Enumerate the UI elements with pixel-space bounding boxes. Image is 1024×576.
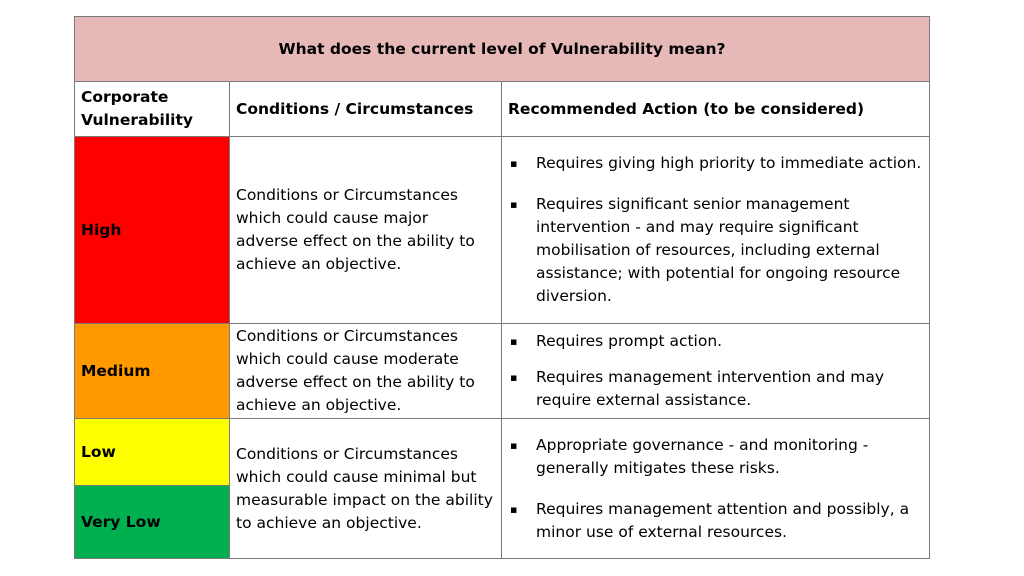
vulnerability-table	[74, 16, 930, 559]
header-corporate-vulnerability: Corporate Vulnerability	[75, 82, 230, 137]
title-row	[75, 17, 930, 82]
list-item	[508, 193, 923, 308]
bullet-icon: ▪	[510, 198, 518, 211]
list-item	[508, 330, 923, 353]
header-conditions: Conditions / Circumstances	[230, 82, 502, 137]
level-very-low-cell: Very Low	[75, 486, 230, 559]
list-item	[508, 152, 923, 175]
action-text: Requires prompt action.	[536, 332, 723, 350]
action-list	[508, 152, 923, 308]
actions-medium	[502, 324, 930, 419]
bullet-icon: ▪	[510, 157, 518, 170]
level-low-cell: Low	[75, 419, 230, 486]
action-list	[508, 434, 923, 544]
table-row	[75, 324, 930, 419]
bullet-icon: ▪	[510, 502, 518, 516]
condition-high: Conditions or Circumstances which could cause major adverse effect on the ability to achieve an objective.	[230, 137, 502, 324]
list-item	[508, 434, 923, 480]
actions-high	[502, 137, 930, 324]
action-text: Appropriate governance - and monitoring - generally mitigates these risks.	[536, 435, 869, 477]
action-text: Requires giving high priority to immediate action.	[536, 154, 922, 172]
header-recommended-action: Recommended Action (to be considered)	[502, 82, 930, 137]
action-text: Requires significant senior management intervention - and may require significant mobilisation of resources, including external assistance; with potential for ongoing resource diversion.	[536, 195, 901, 305]
condition-medium: Conditions or Circumstances which could cause moderate adverse effect on the ability to achieve an objective.	[230, 324, 502, 419]
level-medium-cell: Medium	[75, 324, 230, 419]
table-row	[75, 419, 930, 486]
bullet-icon: ▪	[510, 371, 518, 384]
actions-low	[502, 419, 930, 559]
header-row	[75, 82, 930, 137]
table-title: What does the current level of Vulnerability mean?	[75, 17, 930, 82]
list-item	[508, 498, 923, 544]
bullet-icon: ▪	[510, 438, 518, 452]
level-high-cell: High	[75, 137, 230, 324]
condition-low: Conditions or Circumstances which could cause minimal but measurable impact on the ability to achieve an objective.	[230, 419, 502, 559]
action-list	[508, 330, 923, 412]
list-item	[508, 366, 923, 412]
action-text: Requires management attention and possibly, a minor use of external resources.	[536, 499, 910, 541]
table-row	[75, 137, 930, 324]
bullet-icon: ▪	[510, 335, 518, 348]
action-text: Requires management intervention and may require external assistance.	[536, 368, 885, 409]
